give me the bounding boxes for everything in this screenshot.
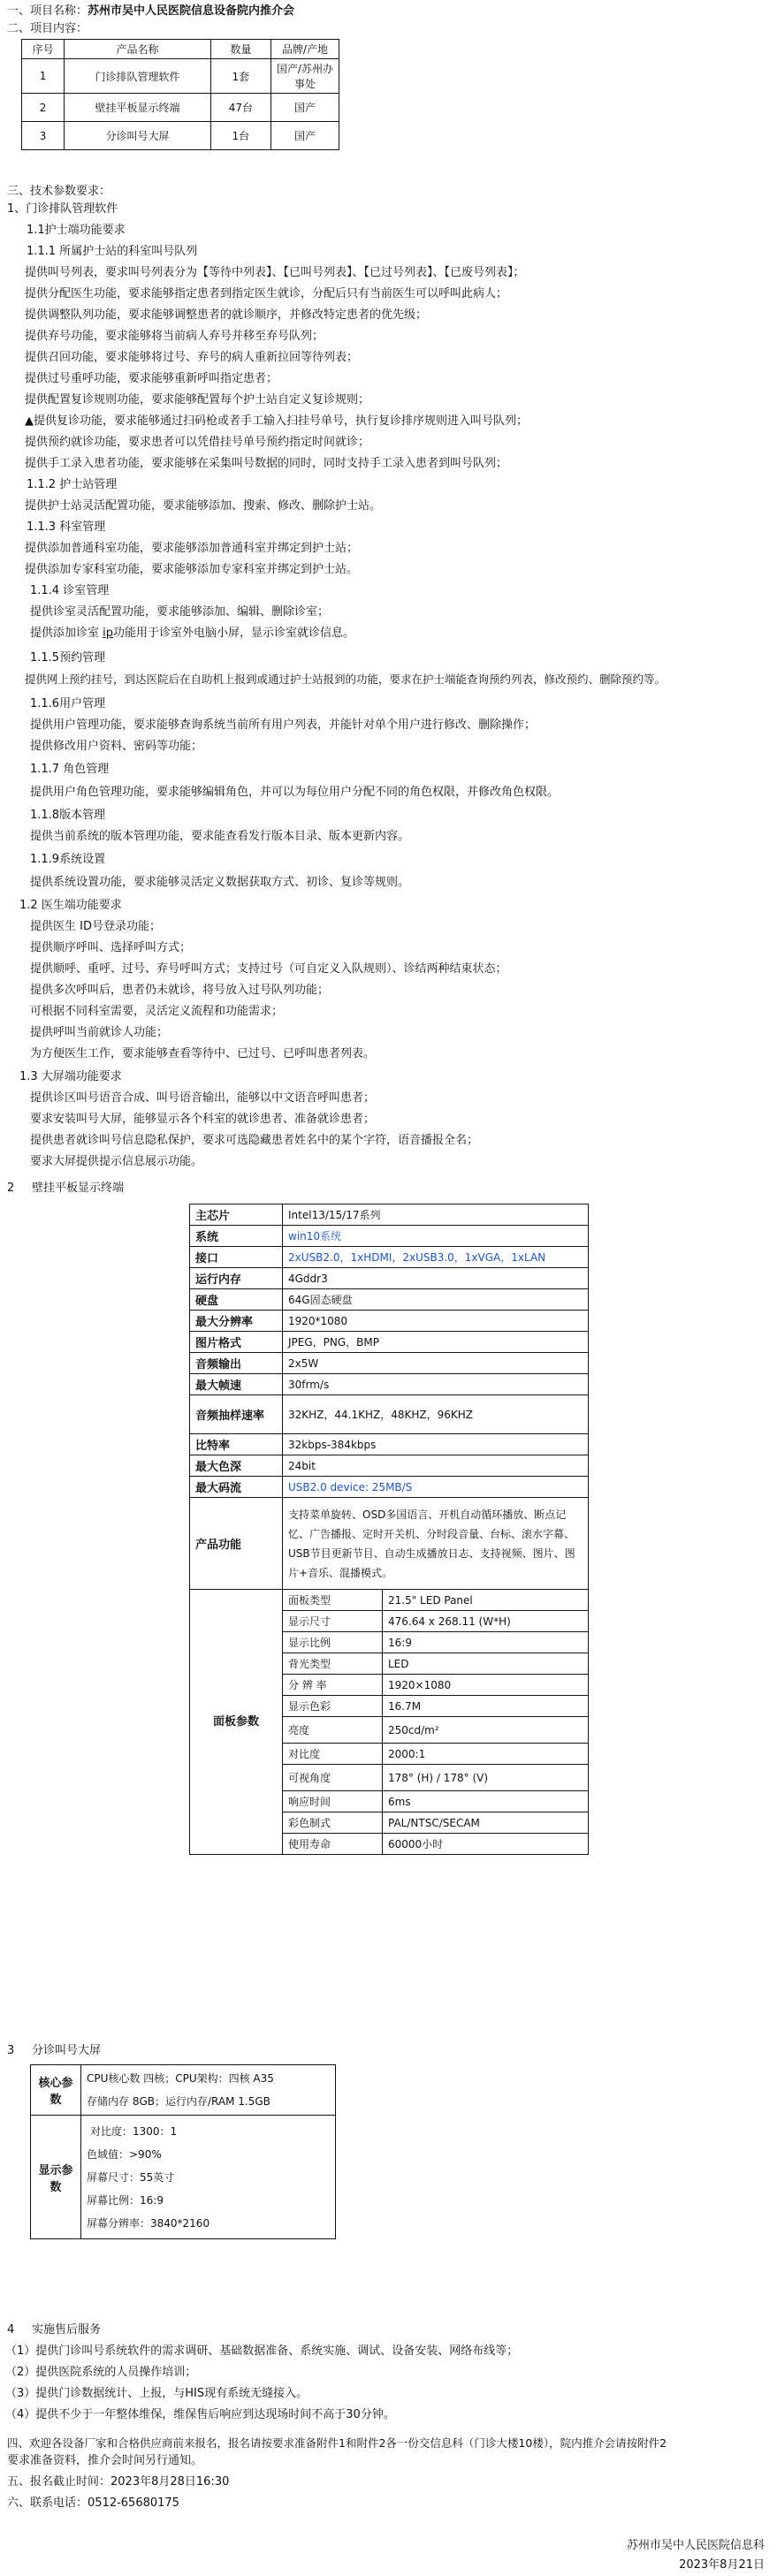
paragraph: 提供多次呼叫后，患者仍未就诊，将号放入过号队列功能； [30,984,330,997]
spec-label: 最大帧速 [190,1374,283,1395]
display-line: 色域值：>90% [87,2147,162,2161]
subsection-heading: 1.3 大屏端功能要求 [19,1070,122,1083]
spec-label: 最大色深 [190,1455,283,1477]
table-row [190,1332,589,1353]
table-cell: 国产/苏州办事处 [270,59,339,94]
subsection-heading: 1.1.8版本管理 [30,809,106,822]
panel-label: 显示尺寸 [283,1611,383,1632]
subsection-heading: 1.1.9系统设置 [30,853,106,866]
table-row [190,1374,589,1395]
panel-value: PAL/NTSC/SECAM [383,1812,589,1834]
table-row [190,1498,589,1590]
spec-label: 接口 [190,1247,283,1268]
panel-label: 亮度 [283,1717,383,1744]
spec-label: 系统 [190,1226,283,1247]
paragraph: 提供手工录入患者功能，要求能够在采集叫号数据的同时，同时支持手工录入患者到叫号队列； [25,457,508,470]
spec-value: Intel13/15/17系列 [283,1204,589,1226]
table-row [22,122,339,150]
core-line: CPU核心数 四核；CPU架构：四核 A35 [87,2072,274,2085]
table-row [190,1311,589,1332]
spec-label: 主芯片 [190,1204,283,1226]
spec-value [81,2065,336,2116]
table-row [190,1247,589,1268]
spec-value: 4Gddr3 [283,1268,589,1289]
panel-label: 分 辨 率 [283,1675,383,1696]
panel-value: 16.7M [383,1696,589,1717]
table-row [31,2116,336,2239]
spec-label: 产品功能 [190,1498,283,1590]
paragraph: 提供护士站灵活配置功能，要求能够添加、搜索、修改、删除护士站。 [25,499,382,513]
panel-label: 背光类型 [283,1653,383,1675]
service-item: （2）提供医院系统的人员操作培训； [5,2366,197,2379]
col-header: 数量 [210,40,270,59]
panel-value: 21.5" LED Panel [383,1590,589,1611]
table-row [190,1268,589,1289]
table-row [190,1395,589,1434]
paragraph: 提供分配医生功能，要求能够指定患者到指定医生就诊，分配后只有当前医生可以呼叫此病人； [25,287,508,300]
col-header: 品牌/产地 [270,40,339,59]
footer-line: 要求准备资料，推介会时间另行通知。 [7,2454,203,2467]
table-row [190,1289,589,1311]
section-number: 2 [7,1182,15,1195]
paragraph: 提供用户角色管理功能，要求能够编辑角色，并可以为每位用户分配不同的角色权限，并修改角色权限。 [30,786,560,799]
paragraph: 提供用户管理功能，要求能够查询系统当前所有用户列表，并能针对单个用户进行修改、删除操作； [30,718,537,732]
table-row [190,1353,589,1374]
signature-date: 2023年8月21日 [679,2558,765,2572]
display-line: 屏幕尺寸：55英寸 [87,2170,175,2184]
table-row [190,1590,589,1611]
panel-value: 2000:1 [383,1744,589,1765]
table-cell: 国产 [270,122,339,150]
table-header-row [22,40,339,59]
subsection-heading: 1.1.7 角色管理 [30,763,110,776]
paragraph: 提供修改用户资料、密码等功能； [30,740,203,753]
spec-label: 最大分辨率 [190,1311,283,1332]
table-cell: 47台 [210,94,270,122]
panel-label: 对比度 [283,1744,383,1765]
spec-value [81,2116,336,2239]
spec-value: JPEG，PNG，BMP [283,1332,589,1353]
paragraph: 提供叫号列表，要求叫号列表分为【等待中列表】、【已叫号列表】、【已过号列表】、【已废号列表】； [25,266,525,279]
paragraph: 要求安装叫号大屏，能够显示各个科室的就诊患者、准备就诊患者； [30,1113,376,1126]
ip-text: ip [103,627,114,640]
project-content-label: 二、项目内容： [7,22,88,35]
col-header: 产品名称 [65,40,211,59]
paragraph: 提供预约就诊功能，要求患者可以凭借挂号单号预约指定时间就诊； [25,436,370,449]
paragraph: 提供配置复诊规则功能，要求能够配置每个护士站自定义复诊规则； [25,393,370,407]
spec-value: 30frm/s [283,1374,589,1395]
paragraph: 提供医生 ID号登录功能； [30,920,161,933]
spec-value: 2xUSB2.0，1xHDMI，2xUSB3.0，1xVGA，1xLAN [283,1247,589,1268]
panel-value: 60000小时 [383,1834,589,1855]
spec-label: 核心参数 [31,2065,81,2116]
paragraph: 提供顺序呼叫、选择呼叫方式； [30,941,192,954]
subsection-heading: 1.1.3 科室管理 [27,521,106,534]
section-heading: 分诊叫号大屏 [32,2044,102,2057]
table-row [190,1434,589,1455]
table-cell: 2 [22,94,65,122]
subsection-heading: 1.1.4 诊室管理 [30,584,110,597]
terminal-spec-table [189,1204,589,1855]
organization-signature: 苏州市吴中人民医院信息科 [626,2539,765,2552]
spec-label: 音频抽样速率 [190,1395,283,1434]
table-cell: 壁挂平板显示终端 [65,94,211,122]
panel-value: 1920×1080 [383,1675,589,1696]
spec-label: 显示参数 [31,2116,81,2239]
subsection-heading: 1.1.6用户管理 [30,697,106,710]
panel-label: 彩色制式 [283,1812,383,1834]
project-name-label: 一、项目名称： [7,4,88,18]
panel-label: 响应时间 [283,1791,383,1812]
paragraph-text: 功能用于诊室外电脑小屏，显示诊室就诊信息。 [113,627,355,640]
spec-value: win10系统 [283,1226,589,1247]
table-row [190,1455,589,1477]
paragraph: 提供呼叫当前就诊人功能； [30,1026,169,1039]
spec-value: 32KHZ，44.1KHZ，48KHZ，96KHZ [283,1395,589,1434]
service-item: （3）提供门诊数据统计、上报，与HIS现有系统无缝接入。 [5,2387,309,2400]
paragraph-text: 提供添加诊室 [30,627,103,640]
panel-label: 显示比例 [283,1632,383,1653]
table-row [22,59,339,94]
col-header: 序号 [22,40,65,59]
spec-value: 1920*1080 [283,1311,589,1332]
display-line: 屏幕比例：16:9 [87,2193,164,2207]
table-row [190,1226,589,1247]
subsection-heading: 1.1.5预约管理 [30,651,106,665]
panel-value: LED [383,1653,589,1675]
table-row [22,94,339,122]
footer-line: 六、联系电话：0512-65680175 [7,2496,179,2510]
subsection-heading: 1.1.1 所属护士站的科室叫号队列 [27,245,198,258]
paragraph: 提供网上预约挂号，到达医院后在自助机上报到或通过护士站报到的功能，要求在护士端能查询预约列表，修改预约、删除预约等。 [25,672,667,686]
core-line: 存储内存 8GB；运行内存/RAM 1.5GB [87,2095,270,2108]
section-title: 三、技术参数要求： [7,185,111,198]
spec-label: 比特率 [190,1434,283,1455]
paragraph: 提供添加专家科室功能，要求能够添加专家科室并绑定到护士站。 [25,563,359,576]
service-item: （1）提供门诊叫号系统软件的需求调研、基础数据准备、系统实施、调试、设备安装、网络布线等； [5,2344,519,2358]
paragraph: 提供诊区叫号语音合成、叫号语音输出，能够以中文语音呼叫患者； [30,1091,376,1105]
table-cell: 门诊排队管理软件 [65,59,211,94]
section-number: 3 [7,2044,15,2057]
table-cell: 分诊叫号大屏 [65,122,211,150]
panel-label: 面板类型 [283,1590,383,1611]
paragraph: 提供过号重呼功能，要求能够重新呼叫指定患者； [25,372,278,385]
paragraph: 提供调整队列功能，要求能够调整患者的就诊顺序，并修改特定患者的优先级； [25,308,428,322]
table-cell: 1 [22,59,65,94]
panel-label: 显示色彩 [283,1696,383,1717]
spec-value: USB2.0 device: 25MB/S [283,1477,589,1498]
panel-value: 476.64 x 268.11 (W*H) [383,1611,589,1632]
paragraph: 提供系统设置功能，要求能够灵活定义数据获取方式、初诊、复诊等规则。 [30,876,410,889]
paragraph: 可根据不同科室需要，灵活定义流程和功能需求； [30,1005,284,1018]
panel-label: 可视角度 [283,1765,383,1791]
paragraph: 为方便医生工作，要求能够查看等待中、已过号、已呼叫患者列表。 [30,1047,376,1060]
footer-line: 四、欢迎各设备厂家和合格供应商前来报名，报名请按要求准备附件1和附件2各一份交信息科（门诊大楼10楼），院内推介会请按附件2 [7,2436,667,2450]
items-table [21,39,339,150]
table-cell: 1台 [210,122,270,150]
paragraph [30,626,354,642]
spec-label: 运行内存 [190,1268,283,1289]
spec-label: 最大码流 [190,1477,283,1498]
spec-value: 64G固态硬盘 [283,1289,589,1311]
panel-value: 16:9 [383,1632,589,1653]
table-row [190,1204,589,1226]
display-line: 对比度：1300：1 [90,2124,178,2138]
spec-label: 图片格式 [190,1332,283,1353]
section-number: 4 [7,2323,15,2337]
panel-params-label: 面板参数 [190,1590,283,1855]
table-cell: 国产 [270,94,339,122]
paragraph: 要求大屏提供提示信息展示功能。 [30,1155,203,1168]
paragraph: 提供召回功能，要求能够将过号、弃号的病人重新拉回等待列表； [25,351,359,364]
panel-value: 178° (H) / 178° (V) [383,1765,589,1791]
paragraph: 提供添加普通科室功能，要求能够添加普通科室并绑定到护士站； [25,542,359,555]
panel-value: 6ms [383,1791,589,1812]
paragraph: 提供弃号功能，要求能够将当前病人弃号并移至弃号队列； [25,330,324,343]
table-cell: 1套 [210,59,270,94]
table-row [31,2065,336,2116]
spec-label: 硬盘 [190,1289,283,1311]
display-line: 屏幕分辨率：3840*2160 [87,2216,210,2230]
table-row [190,1477,589,1498]
subsection-heading: 1.2 医生端功能要求 [19,899,122,912]
subsection-heading: 1.1.2 护士站管理 [27,478,118,491]
section-heading: 壁挂平板显示终端 [32,1182,125,1195]
spec-value: 32kbps-384kbps [283,1434,589,1455]
panel-label: 使用寿命 [283,1834,383,1855]
project-name: 苏州市吴中人民医院信息设备院内推介会 [88,4,295,18]
paragraph: 提供当前系统的版本管理功能，要求能查看发行版本目录、版本更新内容。 [30,830,410,843]
table-cell: 3 [22,122,65,150]
section-heading: 1、门诊排队管理软件 [7,202,118,216]
spec-value: 支持菜单旋转、OSD多国语言、开机自动循环播放、断点记忆、广告播报、定时开关机、分时段音量、台标、滚水字幕、USB节目更新节目、自动生成播放日志、支持视频、图片、图片+音乐、混播模式。 [283,1498,589,1590]
subsection-heading: 1.1护士端功能要求 [27,224,126,237]
service-item: （4）提供不少于一年整体维保，维保售后响应到达现场时间不高于30分钟。 [5,2408,395,2421]
spec-label: 音频输出 [190,1353,283,1374]
screen-spec-table [30,2064,336,2239]
panel-value: 250cd/m² [383,1717,589,1744]
spec-value: 24bit [283,1455,589,1477]
paragraph: 提供诊室灵活配置功能，要求能够添加、编辑、删除诊室； [30,605,330,619]
paragraph: 提供顺呼、重呼、过号、弃号呼叫方式；支持过号（可自定义入队规则）、诊结两种结束状态； [30,962,507,976]
spec-value: 2x5W [283,1353,589,1374]
paragraph: 提供患者就诊叫号信息隐私保护，要求可选隐藏患者姓名中的某个字符，语音播报全名； [30,1134,479,1147]
project-name-line [7,4,294,19]
paragraph: ▲提供复诊功能，要求能够通过扫码枪或者手工输入扫挂号单号，执行复诊排序规则进入叫号队列； [25,414,528,428]
section-heading: 实施售后服务 [32,2323,102,2337]
footer-line: 五、报名截止时间：2023年8月28日16:30 [7,2475,230,2489]
